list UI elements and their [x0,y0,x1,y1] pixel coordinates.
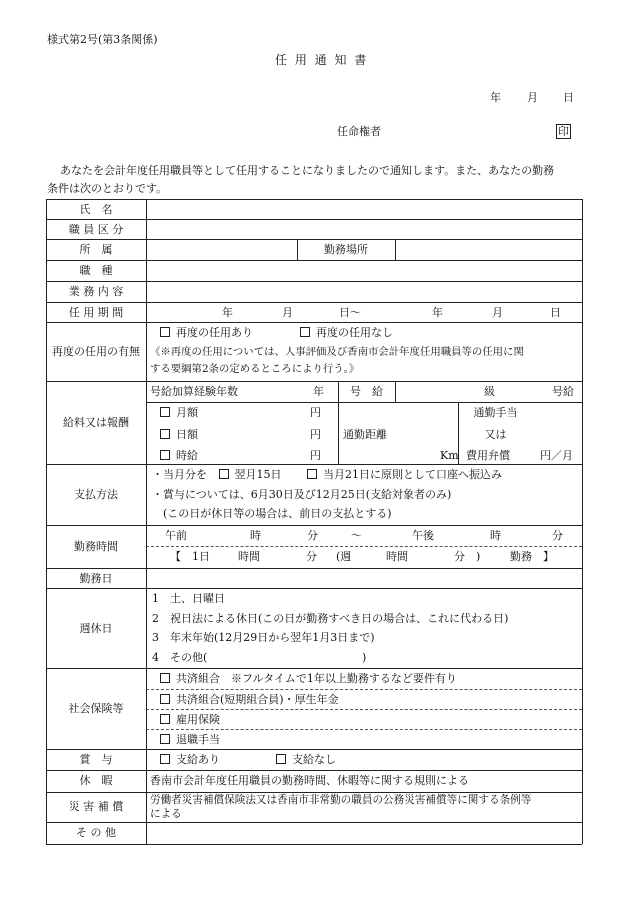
label-bonus: 賞 与 [79,753,113,766]
salary-step-unit: 号給 [552,385,574,398]
hours-hour2: 時 [490,529,501,542]
salary-yen-daily: 円 [310,428,321,441]
hours-hour1: 時 [250,529,261,542]
label-workplace: 勤務場所 [324,243,368,256]
checkbox-icon[interactable] [307,469,317,479]
salary-daily[interactable] [160,429,198,440]
bonus-no-label: 支給なし [292,753,336,766]
checkbox-icon[interactable] [160,429,170,439]
date-day: 日 [563,91,574,104]
label-reappointment: 再度の任用の有無 [52,345,140,358]
checkbox-icon[interactable] [160,673,170,683]
expense-label: 費用弁償 [466,449,510,462]
checkbox-icon[interactable] [160,754,170,764]
period-year1: 年 [222,306,233,319]
payment-line1 [152,469,502,480]
period-day2: 日 [550,306,561,319]
salary-monthly-label: 月額 [176,406,198,419]
expense-per-month: 円／月 [540,449,573,462]
period-month2: 月 [492,306,503,319]
compensation-text-line1: 労働者災害補償保険法又は香南市非常勤の職員の公務災害補償等に関する条例等 [150,794,532,806]
label-compensation: 災 害 補 償 [68,800,124,813]
payment-option-next-month: 翌月15日 [234,468,282,481]
insurance-opt1-label: 共済組合 ※フルタイムで1年以上勤務するなど要件有り [176,672,457,685]
label-position: 職 種 [79,264,113,277]
checkbox-icon[interactable] [160,450,170,460]
label-holidays: 週休日 [79,622,113,635]
insurance-opt4-label: 退職手当 [176,733,220,746]
hours-min1: 分 [307,529,318,542]
hours-l2-min2: 分 ) [454,550,481,563]
page-title: 任 用 通 知 書 [275,53,369,67]
hours-am: 午前 [165,529,187,542]
checkbox-icon[interactable] [160,694,170,704]
insurance-opt3[interactable] [160,714,220,725]
hours-l2-min: 分 [306,550,317,563]
holiday-item4-close: ) [362,651,367,664]
hours-l2-week: (週 [336,550,352,563]
hours-tilde: 〜 [351,529,362,542]
hours-l2-hours2: 時間 [386,550,408,563]
checkbox-icon[interactable] [276,754,286,764]
compensation-text-line2: による [150,808,182,820]
insurance-opt3-label: 雇用保険 [176,713,220,726]
salary-grade-unit: 級 [484,385,495,398]
salary-year-unit: 年 [313,385,324,398]
commute-distance-label: 通勤距離 [343,428,387,441]
commute-km-unit: Km [440,449,459,462]
hours-l2-open: 【 1日 [170,550,210,563]
reappointment-yes[interactable] [160,327,253,338]
holiday-item3: 3 年末年始(12月29日から翌年1月3日まで) [152,631,375,644]
salary-pay-grade-label: 号 給 [350,385,383,398]
payment-line1-text: ・当月分を [152,468,207,481]
reappointment-no[interactable] [300,327,393,338]
salary-yen-monthly: 円 [310,406,321,419]
checkbox-icon[interactable] [160,407,170,417]
salary-hourly-label: 時給 [176,449,198,462]
holiday-item4: 4 その他( [152,651,208,664]
checkbox-icon[interactable] [160,734,170,744]
checkbox-icon[interactable] [300,327,310,337]
label-name: 氏 名 [79,203,113,216]
payment-line3: (この日が休日等の場合は、前日の支払とする) [163,507,392,520]
bonus-no[interactable] [276,754,336,765]
body-text-line1: あなたを会計年度任用職員等として任用することになりましたので通知します。また、あなたの勤務 [60,164,555,177]
hours-l2-work: 勤務 】 [510,550,554,563]
hours-min2: 分 [552,529,563,542]
reappointment-yes-label: 再度の任用あり [176,326,253,339]
label-period: 任 用 期 間 [68,306,124,319]
hours-pm: 午後 [412,529,434,542]
label-workdays: 勤務日 [79,572,113,585]
reappointment-no-label: 再度の任用なし [316,326,393,339]
date-year: 年 [490,91,501,104]
label-leave: 休 暇 [79,774,113,787]
insurance-opt4[interactable] [160,734,220,745]
label-hours: 勤務時間 [74,540,118,553]
payment-option-21st: 当月21日に原則として口座へ振込み [323,468,502,481]
holiday-item1: 1 土、日曜日 [152,592,225,605]
body-text-line2: 条件は次のとおりです。 [47,182,168,195]
period-year2: 年 [432,306,443,319]
salary-yen-hourly: 円 [310,449,321,462]
holiday-item2: 2 祝日法による休日(この日が勤務すべき日の場合は、これに代わる日) [152,612,509,625]
appointer-label: 任命権者 [337,125,381,138]
bonus-yes-label: 支給あり [176,753,220,766]
commute-or-label: 又は [484,428,507,441]
label-category: 職 員 区 分 [68,223,124,236]
checkbox-icon[interactable] [160,327,170,337]
insurance-opt1[interactable] [160,673,457,684]
salary-daily-label: 日額 [176,428,198,441]
commute-allowance-label: 通勤手当 [473,406,518,419]
bonus-yes[interactable] [160,754,220,765]
label-payment: 支払方法 [74,488,118,501]
insurance-opt2[interactable] [160,694,339,705]
reappointment-note-line1: 《※再度の任用については、人事評価及び香南市会計年度任用職員等の任用に関 [150,346,524,358]
date-month: 月 [527,91,538,104]
label-duties: 業 務 内 容 [68,285,124,298]
label-insurance: 社会保険等 [68,702,124,715]
salary-monthly[interactable] [160,407,198,418]
checkbox-icon[interactable] [219,469,229,479]
salary-hourly[interactable] [160,450,198,461]
label-department: 所 属 [79,243,113,256]
label-salary: 給料又は報酬 [63,416,129,429]
reappointment-note-line2: する要綱第2条の定めるところにより行う。》 [150,363,360,375]
period-month1: 月 [282,306,293,319]
hours-l2-hours: 時間 [238,550,260,563]
salary-experience-label: 号給加算経験年数 [150,385,238,398]
form-number: 様式第2号(第3条関係) [47,33,158,46]
label-other: そ の 他 [76,826,116,839]
checkbox-icon[interactable] [160,714,170,724]
period-day1: 日〜 [339,306,361,319]
insurance-opt2-label: 共済組合(短期組合員)・厚生年金 [176,693,339,706]
leave-text: 香南市会計年度任用職員の勤務時間、休暇等に関する規則による [150,774,469,787]
payment-line2: ・賞与については、6月30日及び12月25日(支給対象者のみ) [152,488,452,501]
seal-mark: 印 [558,125,569,138]
